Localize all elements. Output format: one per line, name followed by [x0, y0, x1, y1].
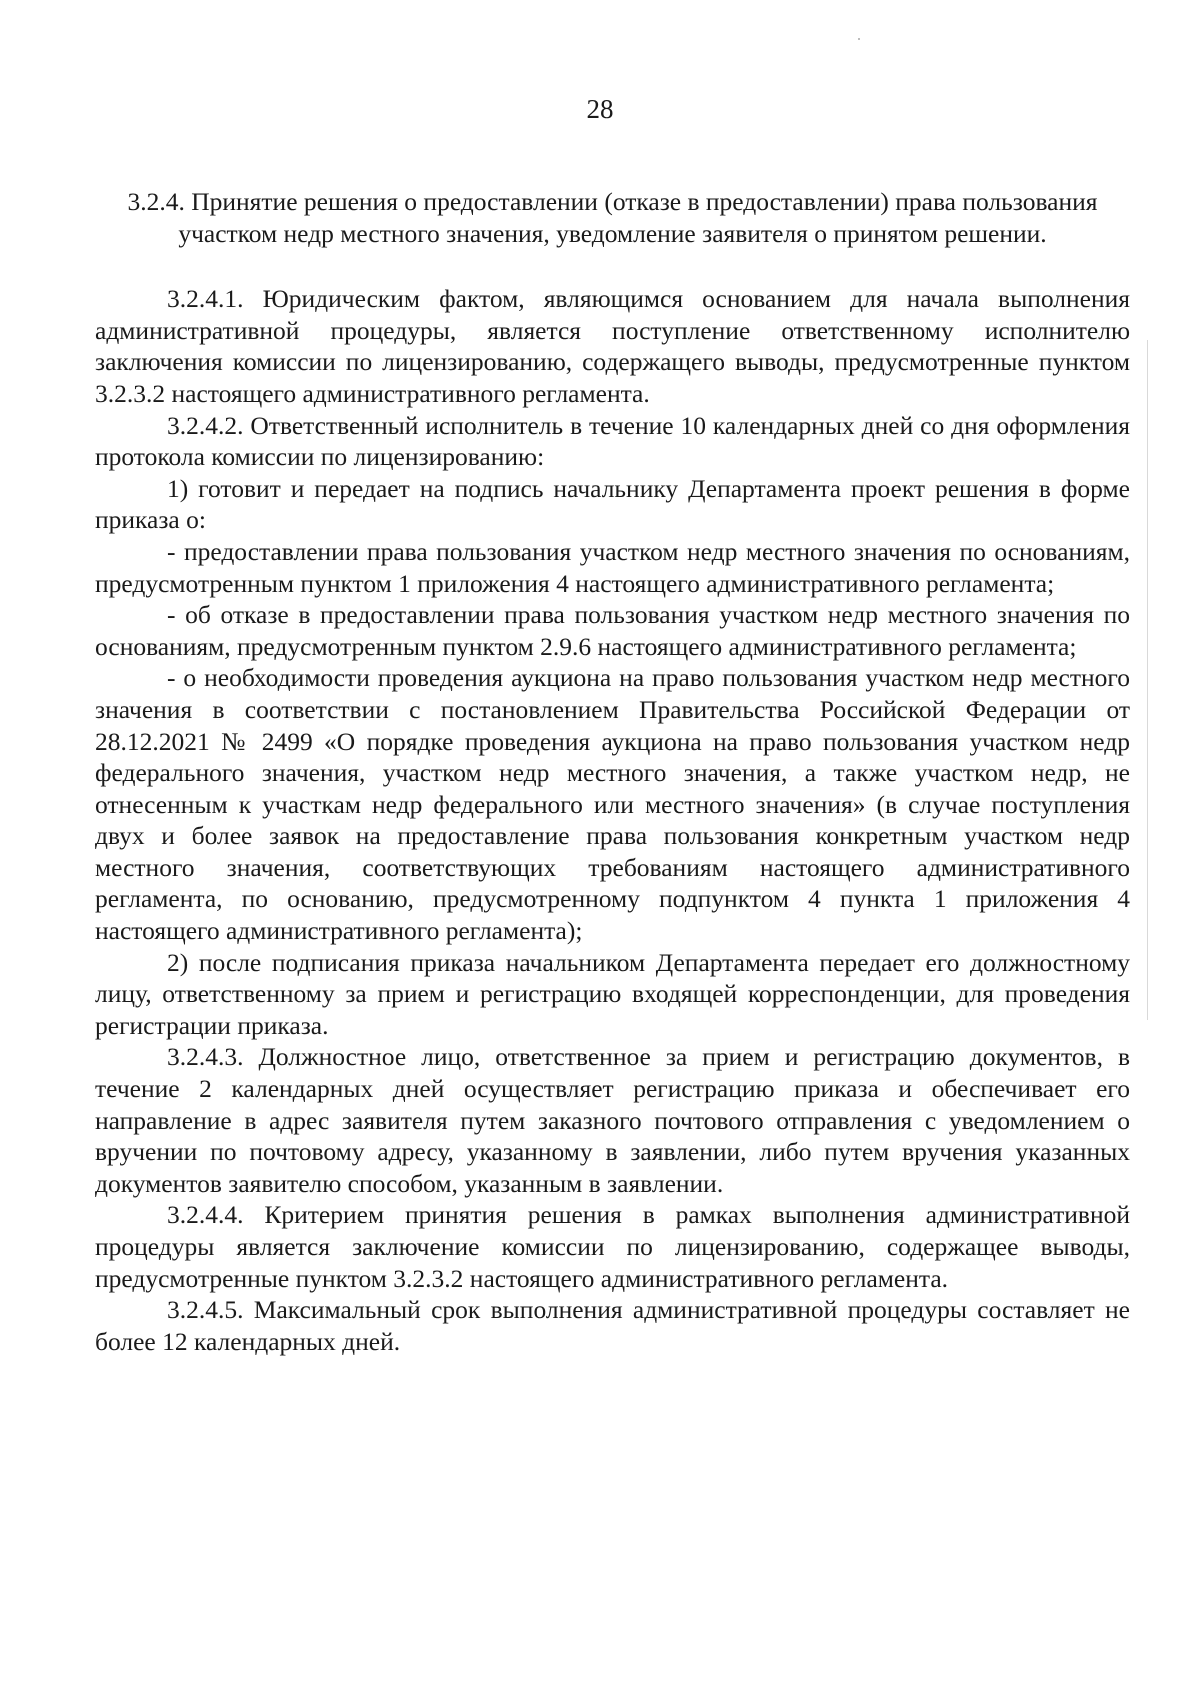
paragraph-item-2: 2) после подписания приказа начальником Департамента передает его должностному лицу, ответственному за прием и регистрацию входящей корреспонденции, для проведения регистрации приказа.: [95, 947, 1130, 1040]
scan-artifact-dot: [858, 38, 860, 40]
paragraph-bullet-auction: - о необходимости проведения аукциона на право пользования участком недр местного значения в соответствии с постановлением Правительства Российской Федерации от 28.12.2021 № 2499 «О порядке проведения аукциона на право пользования участком недр федерального значения, участком недр местного значения, а также участком недр, не отнесенным к участкам недр федерального или местного значения» (в случае поступления двух и более заявок на предоставление права пользования конкретным участком недр местного значения, соответствующих требованиям настоящего административного регламента, по основанию, предусмотренному подпунктом 4 пункта 1 приложения 4 настоящего административного регламента);: [95, 663, 1130, 946]
paragraph-bullet-grant: - предоставлении права пользования участком недр местного значения по основаниям, предусмотренным пунктом 1 приложения 4 настоящего административного регламента;: [95, 536, 1130, 598]
paragraph-3-2-4-2: 3.2.4.2. Ответственный исполнитель в течение 10 календарных дней со дня оформления протокола комиссии по лицензированию:: [95, 410, 1130, 472]
page-number: 28: [586, 94, 614, 124]
section-heading: 3.2.4. Принятие решения о предоставлении (отказе в предоставлении) права пользования участком недр местного значения, уведомление заявителя о принятом решении.: [127, 187, 1098, 248]
paragraph-3-2-4-3: 3.2.4.3. Должностное лицо, ответственное за прием и регистрацию документов, в течение 2 календарных дней осуществляет регистрацию приказа и обеспечивает его направление в адрес заявителя путем заказного почтового отправления с уведомлением о вручении по почтовому адресу, указанному в заявлении, либо путем вручения указанных документов заявителю способом, указанным в заявлении.: [95, 1042, 1130, 1198]
paragraph-3-2-4-5: 3.2.4.5. Максимальный срок выполнения административной процедуры составляет не более 12 календарных дней.: [95, 1295, 1130, 1356]
paragraph-item-1: 1) готовит и передает на подпись начальнику Департамента проект решения в форме приказа о:: [95, 473, 1130, 535]
scan-artifact-line: [1147, 340, 1148, 1020]
document-body: [95, 186, 1130, 1357]
paragraph-3-2-4-1: 3.2.4.1. Юридическим фактом, являющимся основанием для начала выполнения административной процедуры, является поступление ответственному исполнителю заключения комиссии по лицензированию, содержащего выводы, предусмотренные пунктом 3.2.3.2 настоящего административного регламента.: [95, 284, 1130, 408]
paragraph-3-2-4-4: 3.2.4.4. Критерием принятия решения в рамках выполнения административной процедуры является заключение комиссии по лицензированию, содержащее выводы, предусмотренные пунктом 3.2.3.2 настоящего административного регламента.: [95, 1200, 1130, 1293]
paragraph-bullet-refusal: - об отказе в предоставлении права пользования участком недр местного значения по основаниям, предусмотренным пунктом 2.9.6 настоящего административного регламента;: [95, 600, 1130, 661]
